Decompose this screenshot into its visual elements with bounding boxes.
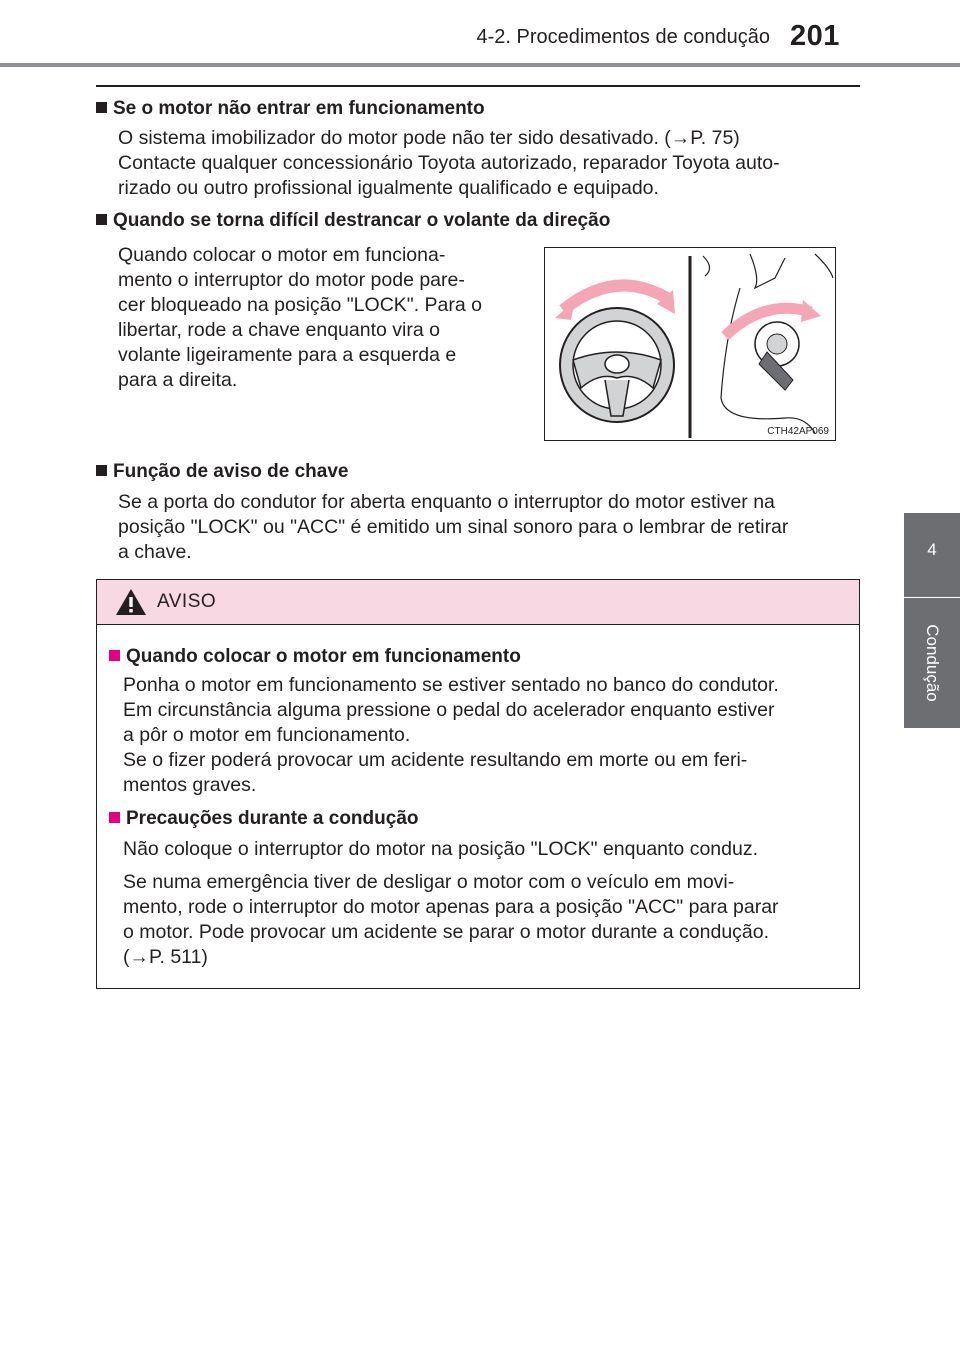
section-heading bbox=[96, 98, 485, 120]
section-paragraph bbox=[118, 490, 858, 565]
paragraph-line: mentos graves. bbox=[123, 774, 257, 796]
warning-paragraph bbox=[123, 870, 845, 970]
paragraph-line: Se a porta do condutor for aberta enquanto o interruptor do motor estiver na bbox=[118, 491, 775, 513]
paragraph-line: volante ligeiramente para a esquerda e bbox=[118, 344, 457, 366]
square-bullet-icon bbox=[96, 214, 107, 225]
square-bullet-icon bbox=[96, 465, 107, 476]
section-heading bbox=[96, 210, 610, 232]
paragraph-line: a pôr o motor em funcionamento. bbox=[123, 724, 411, 746]
section-heading bbox=[96, 461, 348, 483]
square-bullet-icon bbox=[96, 102, 107, 113]
section-paragraph bbox=[118, 126, 858, 201]
warning-item-heading-text: Quando colocar o motor em funcionamento bbox=[126, 646, 521, 667]
paragraph-line: Quando colocar o motor em funciona- bbox=[118, 244, 446, 266]
warning-header bbox=[97, 580, 859, 625]
square-bullet-icon bbox=[109, 650, 120, 661]
paragraph-line: a chave. bbox=[118, 541, 192, 563]
warning-title: AVISO bbox=[157, 591, 217, 612]
section-heading-text: Se o motor não entrar em funcionamento bbox=[113, 98, 485, 119]
page-number: 201 bbox=[790, 20, 840, 52]
paragraph-line: Ponha o motor em funcionamento se estiver sentado no banco do condutor. bbox=[123, 674, 779, 696]
paragraph-line: para a direita. bbox=[118, 369, 238, 391]
warning-box bbox=[96, 579, 860, 989]
paragraph-line: O sistema imobilizador do motor pode não ter sido desativado. (→P. 75) bbox=[118, 127, 740, 149]
chapter-tab-number: 4 bbox=[927, 540, 937, 559]
paragraph-line: rizado ou outro profissional igualmente qualificado e equipado. bbox=[118, 177, 659, 199]
section-heading-text: Função de aviso de chave bbox=[113, 461, 349, 482]
paragraph-line: Em circunstância alguma pressione o pedal do acelerador enquanto estiver bbox=[123, 699, 775, 721]
section-heading-text: Quando se torna difícil destrancar o volante da direção bbox=[113, 210, 611, 231]
header-rule bbox=[0, 63, 960, 67]
paragraph-line: cer bloqueado na posição "LOCK". Para o bbox=[118, 294, 482, 316]
paragraph-line: Se o fizer poderá provocar um acidente resultando em morte ou em feri- bbox=[123, 749, 748, 771]
warning-paragraph bbox=[123, 673, 845, 798]
chapter-tab-label-box bbox=[904, 598, 960, 728]
figure-code: CTH42AP069 bbox=[767, 426, 829, 437]
warning-item-heading bbox=[109, 646, 521, 668]
steering-lock-illustration bbox=[544, 247, 836, 441]
paragraph-line: o motor. Pode provocar um acidente se parar o motor durante a condução. bbox=[123, 921, 770, 943]
warning-triangle-icon bbox=[115, 588, 147, 616]
paragraph-line: Contacte qualquer concessionário Toyota autorizado, reparador Toyota auto- bbox=[118, 152, 780, 174]
header-section-title: 4-2. Procedimentos de condução bbox=[476, 26, 770, 48]
warning-item-heading bbox=[109, 808, 419, 830]
paragraph-line: posição "LOCK" ou "ACC" é emitido um sinal sonoro para o lembrar de retirar bbox=[118, 516, 789, 538]
steering-wheel-and-key-icon bbox=[545, 248, 835, 440]
section-paragraph bbox=[118, 243, 520, 393]
warning-item-heading-text: Precauções durante a condução bbox=[126, 808, 419, 829]
paragraph-line: mento o interruptor do motor pode pare- bbox=[118, 269, 465, 291]
paragraph-line: Não coloque o interruptor do motor na posição "LOCK" enquanto conduz. bbox=[123, 838, 758, 860]
paragraph-line: mento, rode o interruptor do motor apenas para a posição "ACC" para parar bbox=[123, 896, 779, 918]
square-bullet-icon bbox=[109, 812, 120, 823]
paragraph-line: (→P. 511) bbox=[123, 946, 208, 968]
content-top-rule bbox=[96, 85, 860, 87]
paragraph-line: Se numa emergência tiver de desligar o motor com o veículo em movi- bbox=[123, 871, 735, 893]
warning-paragraph bbox=[123, 837, 845, 862]
chapter-tab-label: Condução bbox=[923, 624, 942, 702]
paragraph-line: libertar, rode a chave enquanto vira o bbox=[118, 319, 440, 341]
